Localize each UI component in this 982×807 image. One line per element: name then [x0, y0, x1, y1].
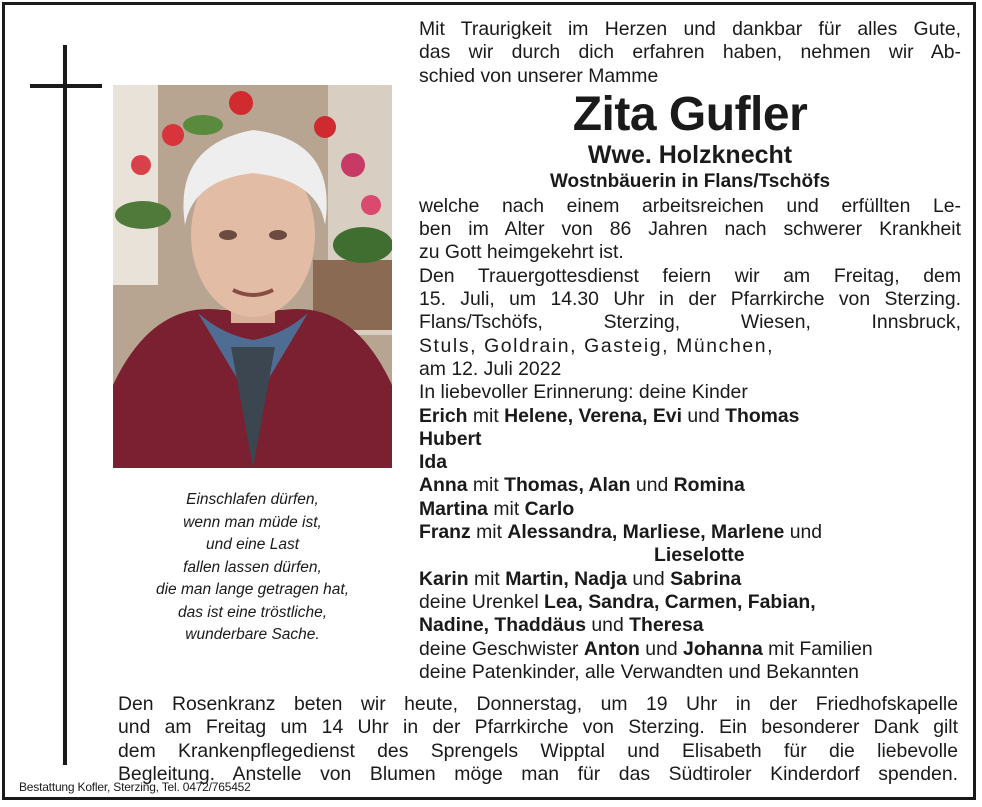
deceased-name: Zita Gufler: [572, 87, 808, 141]
poem-line: das ist eine tröstliche,: [177, 603, 328, 621]
family-line: deine Geschwister Anton und Johanna mit Familien: [419, 637, 873, 660]
body-line: am 12. Juli 2022: [419, 357, 562, 380]
body-line: Stuls, Goldrain, Gasteig, München,: [419, 334, 775, 357]
closing-line: und am Freitag um 14 Uhr in der Pfarrkirche von Sterzing. Ein besonderer Dank gilt: [118, 716, 958, 739]
family-line: deine Urenkel Lea, Sandra, Carmen, Fabian,: [419, 590, 816, 613]
family-list: [419, 405, 961, 685]
body-line: zu Gott heimgekehrt ist.: [419, 241, 624, 264]
family-line: Anna mit Thomas, Alan und Romina: [419, 474, 745, 497]
occupation: Wostnbäuerin in Flans/Tschöfs: [549, 170, 831, 192]
poem: [113, 489, 392, 647]
body-line: Den Trauergottesdienst feiern wir am Freitag, dem: [419, 264, 961, 287]
family-line: Nadine, Thaddäus und Theresa: [419, 614, 704, 637]
body-line: welche nach einem arbeitsreichen und erfüllten Le-: [419, 194, 961, 217]
poem-line: fallen lassen dürfen,: [183, 558, 322, 576]
intro-line: Mit Traurigkeit im Herzen und dankbar für alles Gute,: [419, 18, 961, 40]
poem-line: wunderbare Sache.: [185, 626, 320, 643]
portrait-photo: [113, 85, 392, 468]
closing-line: dem Krankenpflegedienst des Sprengels Wipptal und Elisabeth für die liebevolle: [118, 739, 958, 762]
family-line: Erich mit Helene, Verena, Evi und Thomas: [419, 404, 800, 427]
family-line: Karin mit Martin, Nadja und Sabrina: [419, 567, 742, 590]
cross-icon-bar: [30, 84, 102, 88]
intro-line: das wir durch dich erfahren haben, nehmen wir Ab-: [419, 41, 961, 64]
cross-icon: [63, 45, 67, 765]
poem-line: die man lange getragen hat,: [155, 581, 350, 598]
funeral-home-credit: Bestattung Kofler, Sterzing, Tel. 0472/765452: [19, 780, 251, 794]
body-line: Flans/Tschöfs, Sterzing, Wiesen, Innsbruck,: [419, 311, 961, 334]
family-line: Martina mit Carlo: [419, 497, 575, 520]
poem-line: wenn man müde ist,: [183, 513, 322, 531]
poem-line: Einschlafen dürfen,: [186, 491, 319, 508]
main-text: [419, 18, 961, 684]
family-line: Hubert: [419, 427, 482, 450]
family-line: Lieselotte: [654, 544, 745, 567]
body-line: In liebevoller Erinnerung: deine Kinder: [419, 381, 748, 404]
closing-line: Begleitung. Anstelle von Blumen möge man für das Südtiroler Kinderdorf spenden.: [118, 762, 958, 785]
poem-line: und eine Last: [205, 536, 300, 553]
body-line: 15. Juli, um 14.30 Uhr in der Pfarrkirche von Sterzing.: [419, 288, 961, 311]
body-line: ben im Alter von 86 Jahren nach schwerer Krankheit: [419, 218, 961, 241]
intro-line: schied von unserer Mamme: [419, 64, 659, 87]
family-line: deine Patenkinder, alle Verwandten und Bekannten: [419, 660, 859, 683]
closing-line: Den Rosenkranz beten wir heute, Donnerstag, um 19 Uhr in der Friedhofskapelle: [118, 693, 958, 715]
closing-text: [118, 693, 958, 786]
obituary-notice: [2, 2, 976, 800]
family-line: Franz mit Alessandra, Marliese, Marlene und: [419, 521, 823, 544]
family-line: Ida: [419, 451, 448, 474]
widow-name: Wwe. Holzknecht: [587, 140, 793, 169]
